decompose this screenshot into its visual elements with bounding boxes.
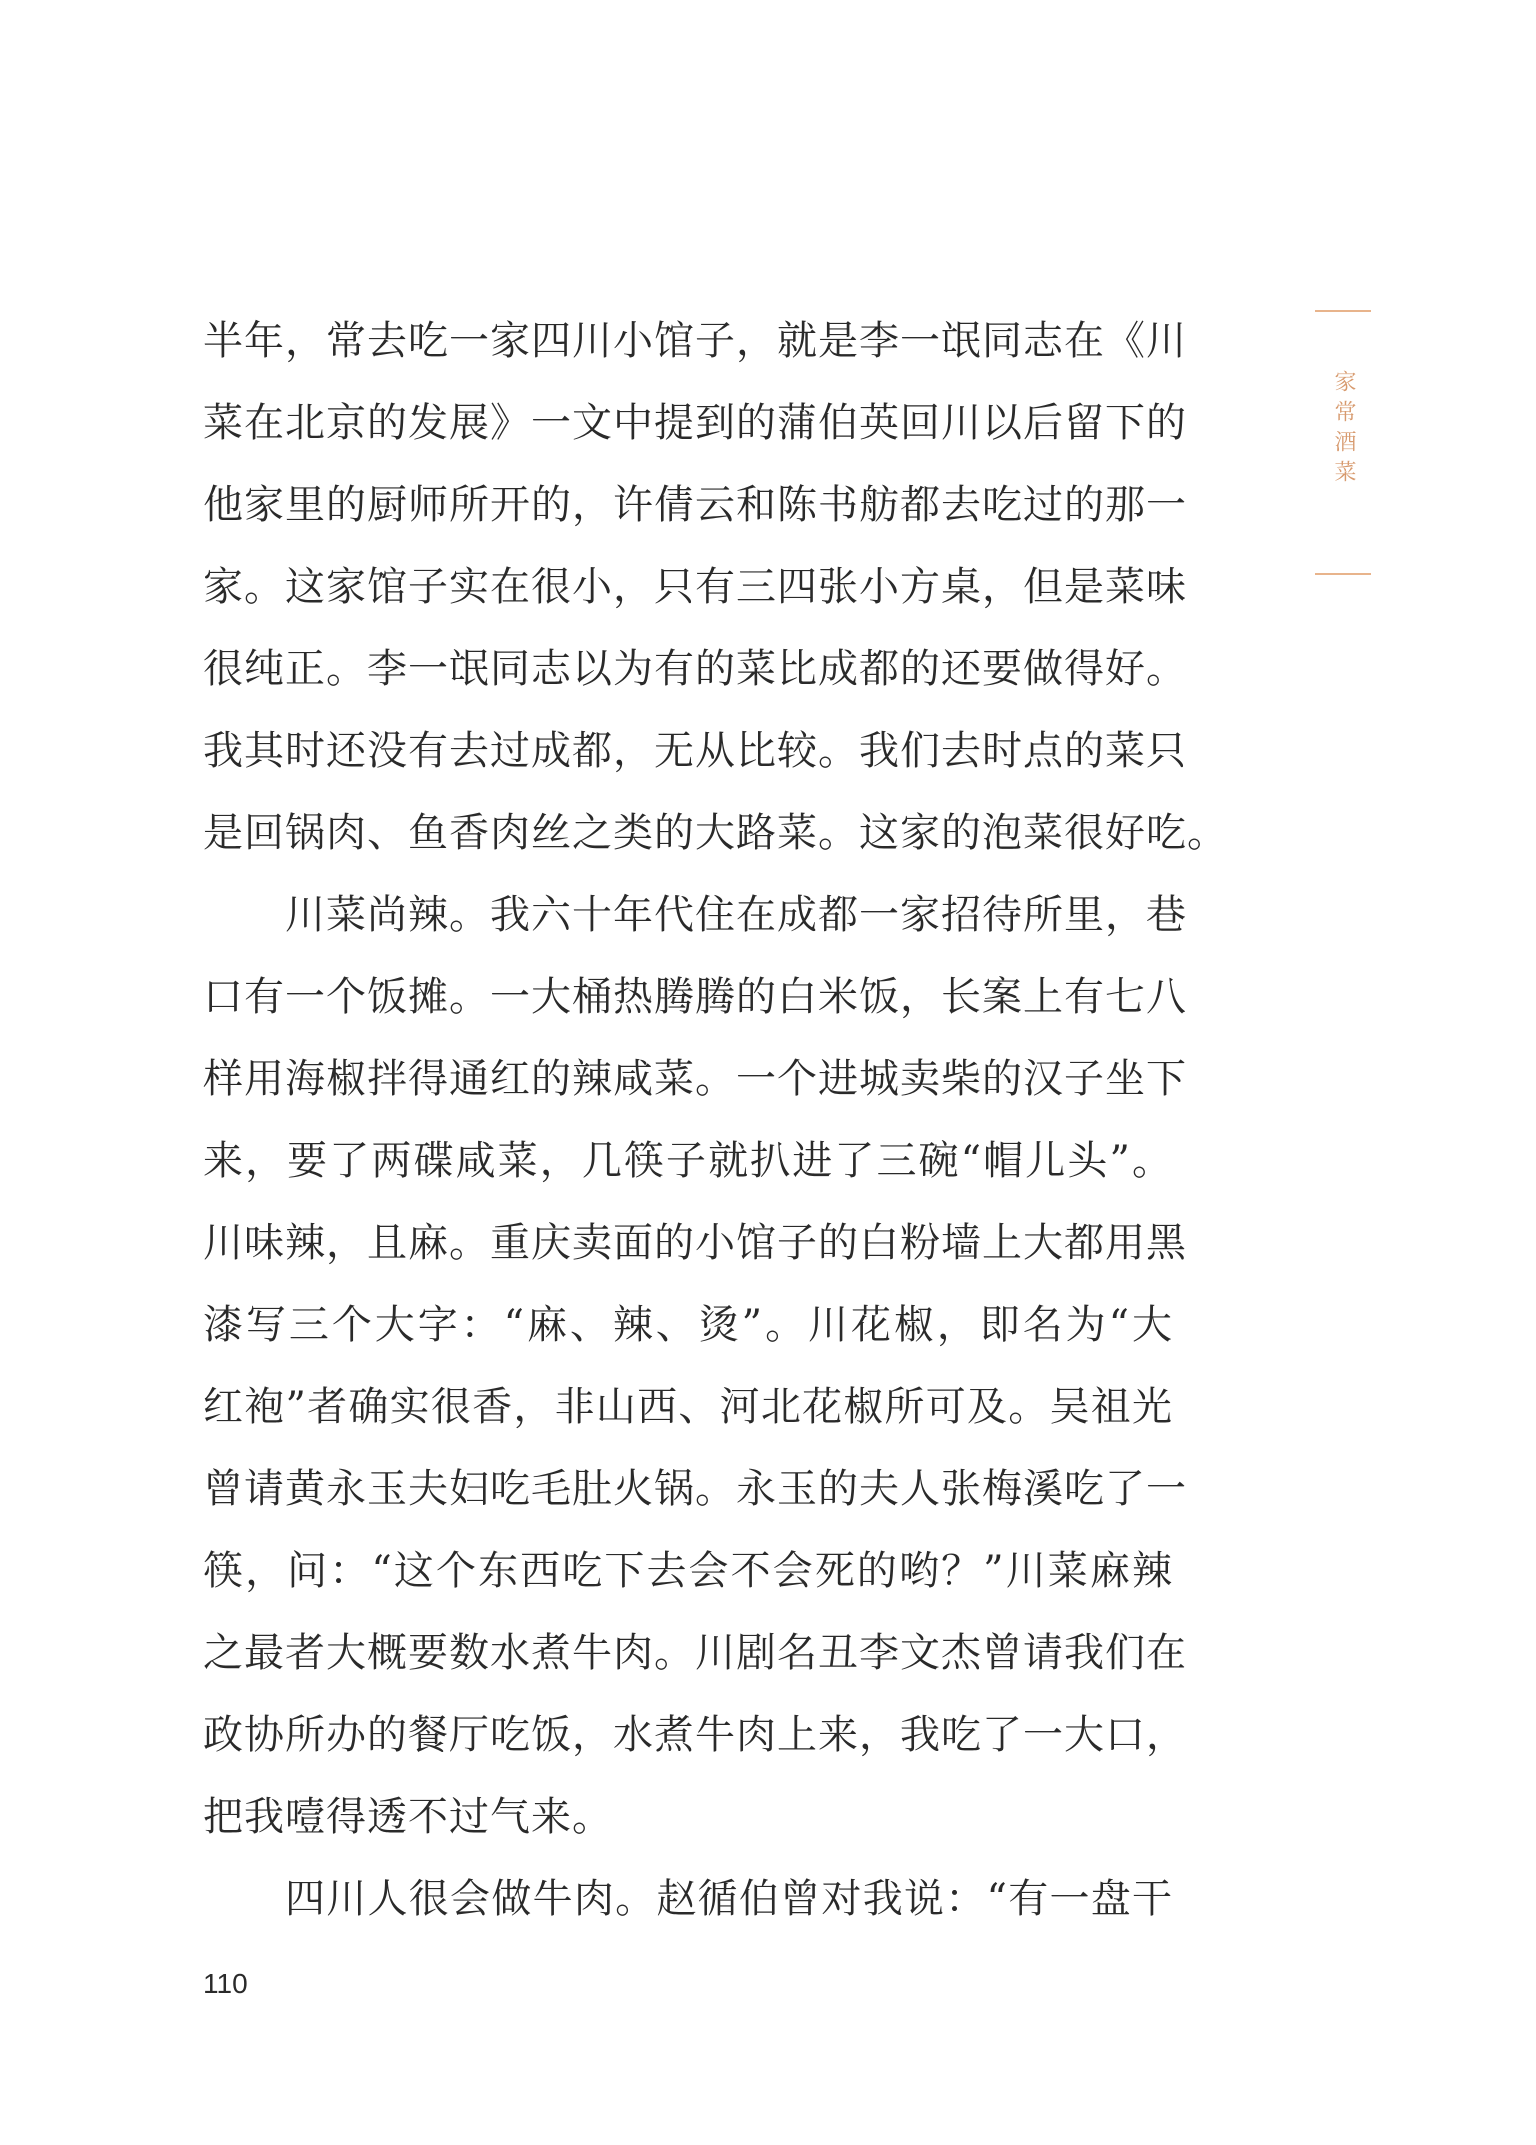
running-head-top-rule [1315,310,1371,312]
running-head-bottom-rule [1315,573,1371,575]
text-line: 家。这家馆子实在很小，只有三四张小方桌，但是菜味 [203,564,1187,610]
text-line: 来，要了两碟咸菜，几筷子就扒进了三碗“帽儿头”。 [203,1138,1173,1184]
running-head [1313,310,1373,575]
section-title: 家常酒菜 [1331,370,1356,490]
text-line: 川味辣，且麻。重庆卖面的小馆子的白粉墙上大都用黑 [203,1220,1187,1266]
text-line: 口有一个饭摊。一大桶热腾腾的白米饭，长案上有七八 [203,974,1187,1020]
text-line: 漆写三个大字：“麻、辣、烫”。川花椒，即名为“大 [203,1302,1173,1348]
text-line: 川菜尚辣。我六十年代住在成都一家招待所里，巷 [285,892,1187,938]
text-line: 曾请黄永玉夫妇吃毛肚火锅。永玉的夫人张梅溪吃了一 [203,1466,1187,1512]
text-line: 四川人很会做牛肉。赵循伯曾对我说：“有一盘干 [285,1876,1173,1922]
text-line: 半年，常去吃一家四川小馆子，就是李一氓同志在《川 [203,318,1187,364]
text-line: 他家里的厨师所开的，许倩云和陈书舫都去吃过的那一 [203,482,1187,528]
text-line: 是回锅肉、鱼香肉丝之类的大路菜。这家的泡菜很好吃。 [203,810,1228,856]
text-line: 筷，问：“这个东西吃下去会不会死的哟？”川菜麻辣 [203,1548,1173,1594]
text-line: 政协所办的餐厅吃饭，水煮牛肉上来，我吃了一大口， [203,1712,1187,1758]
text-line: 我其时还没有去过成都，无从比较。我们去时点的菜只 [203,728,1187,774]
text-line: 很纯正。李一氓同志以为有的菜比成都的还要做得好。 [203,646,1187,692]
text-line: 菜在北京的发展》一文中提到的蒲伯英回川以后留下的 [203,400,1187,446]
page-number: 110 [203,1968,248,1999]
text-line: 红袍”者确实很香，非山西、河北花椒所可及。吴祖光 [203,1384,1173,1430]
body-text [203,300,1228,1940]
text-line: 样用海椒拌得通红的辣咸菜。一个进城卖柴的汉子坐下 [203,1056,1187,1102]
text-line: 之最者大概要数水煮牛肉。川剧名丑李文杰曾请我们在 [203,1630,1187,1676]
text-line: 把我噎得透不过气来。 [203,1794,613,1840]
